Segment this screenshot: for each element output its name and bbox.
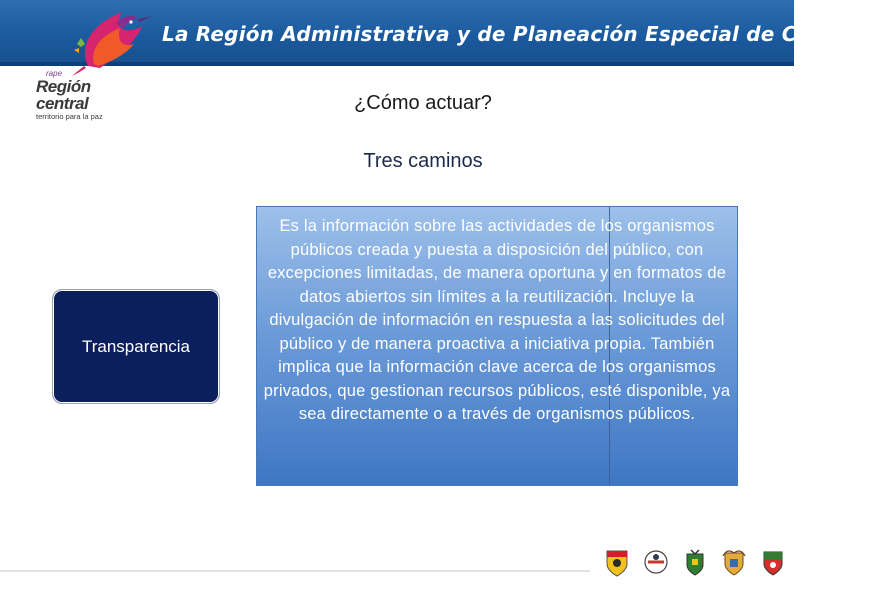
seal-4	[717, 548, 750, 592]
seal-3	[678, 548, 711, 592]
header-title: La Región Administrativa y de Planeación Especial de Colombia	[162, 22, 888, 46]
seal-1	[600, 548, 633, 592]
cundinamarca-shield-icon	[642, 548, 670, 578]
footer-divider	[0, 570, 590, 572]
term-box	[52, 289, 220, 404]
tolima-shield-icon	[759, 548, 787, 578]
logo-big-text: Región central	[36, 77, 91, 113]
definition-box	[256, 206, 738, 486]
logo-small-text: rape	[46, 69, 63, 78]
seal-5	[756, 548, 789, 592]
boyaca-shield-icon	[681, 548, 709, 578]
slide-subtitle: Tres caminos	[363, 150, 483, 172]
footer-seals	[600, 548, 794, 592]
hummingbird-icon	[30, 6, 155, 76]
logo-tagline: territorio para la paz	[36, 112, 103, 121]
definition-text: Es la información sobre las actividades de los organismos públicos creada y puesta a disposición del público, con excepciones limitadas, de manera oportuna y en formatos de datos abiertos sin límites a la reutilización. Incluye la divulgación de información en respuesta a las solicitudes del público y de manera proactiva a iniciativa propia. También implica que la información clave acerca de los organismos privados, que gestionan recursos públicos, esté disponible, ya sea directamente o a través de organismos públicos.	[263, 217, 731, 423]
bogota-shield-icon	[603, 548, 631, 578]
meta-shield-icon	[720, 548, 748, 578]
seal-2	[639, 548, 672, 592]
term-label: Transparencia	[81, 336, 191, 356]
slide-title: ¿Cómo actuar?	[354, 92, 492, 114]
